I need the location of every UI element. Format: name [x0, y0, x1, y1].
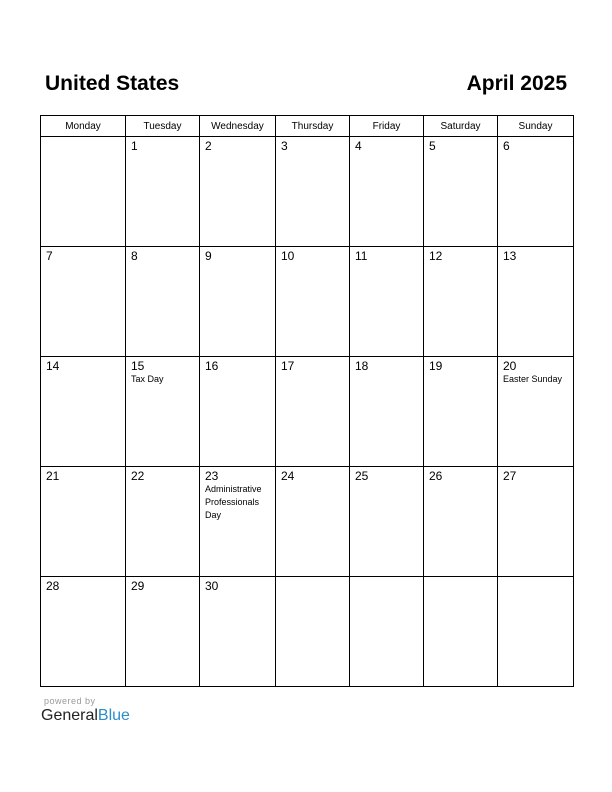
day-cell	[498, 137, 574, 247]
day-number: 10	[281, 249, 295, 263]
day-cell	[350, 137, 424, 247]
day-cell	[350, 577, 424, 687]
day-number: 24	[281, 469, 295, 483]
week-row	[41, 137, 574, 247]
day-cell	[276, 357, 350, 467]
day-number: 19	[429, 359, 443, 373]
day-number: 16	[205, 359, 219, 373]
day-number	[276, 577, 349, 579]
day-cell	[424, 577, 498, 687]
day-cell	[350, 247, 424, 357]
day-cell	[41, 577, 126, 687]
day-number: 12	[429, 249, 443, 263]
generalblue-logo[interactable]	[41, 707, 130, 725]
day-cell	[350, 467, 424, 577]
holiday-label: Tax Day	[131, 374, 164, 384]
day-number: 18	[355, 359, 369, 373]
day-cell	[126, 577, 200, 687]
holiday-label: Administrative Professionals Day	[205, 484, 262, 520]
brand-general: General	[41, 707, 98, 724]
day-cell	[41, 357, 126, 467]
weekday-tuesday: Tuesday	[126, 116, 200, 137]
day-cell	[424, 357, 498, 467]
day-cell	[200, 357, 276, 467]
day-number	[424, 577, 497, 579]
day-cell	[350, 357, 424, 467]
day-number: 27	[503, 469, 517, 483]
weekday-header-row	[41, 116, 574, 137]
holiday-label: Easter Sunday	[503, 374, 563, 384]
day-cell	[126, 247, 200, 357]
day-number: 17	[281, 359, 295, 373]
weekday-sunday: Sunday	[498, 116, 574, 137]
day-cell	[276, 577, 350, 687]
day-cell	[424, 247, 498, 357]
weekday-thursday: Thursday	[276, 116, 350, 137]
day-cell	[498, 577, 574, 687]
month-year-title: April 2025	[466, 72, 567, 95]
country-title: United States	[45, 72, 180, 95]
day-number: 1	[131, 139, 138, 153]
day-cell	[126, 357, 200, 467]
week-row	[41, 357, 574, 467]
day-number: 30	[205, 579, 219, 593]
day-number: 2	[205, 139, 212, 153]
day-cell	[200, 467, 276, 577]
day-number: 11	[355, 249, 368, 263]
day-number: 25	[355, 469, 369, 483]
day-number: 3	[281, 139, 288, 153]
day-number	[498, 577, 573, 579]
weekday-wednesday: Wednesday	[200, 116, 276, 137]
day-number: 22	[131, 469, 145, 483]
day-number: 29	[131, 579, 145, 593]
weekday-saturday: Saturday	[424, 116, 498, 137]
day-number: 13	[503, 249, 517, 263]
calendar-header	[45, 72, 567, 98]
day-cell	[276, 247, 350, 357]
day-cell	[498, 357, 574, 467]
powered-by-text: powered by	[44, 696, 96, 706]
day-number: 6	[503, 139, 510, 153]
day-cell	[126, 137, 200, 247]
day-cell	[498, 247, 574, 357]
day-number: 4	[355, 139, 362, 153]
day-number: 28	[46, 579, 60, 593]
day-cell	[498, 467, 574, 577]
day-cell	[424, 467, 498, 577]
day-number: 23	[205, 469, 219, 483]
brand-blue: Blue	[97, 707, 130, 724]
day-cell	[41, 467, 126, 577]
week-row	[41, 467, 574, 577]
day-cell	[200, 137, 276, 247]
day-cell	[41, 137, 126, 247]
day-cell	[276, 137, 350, 247]
day-number: 14	[46, 359, 60, 373]
footer-branding	[41, 696, 130, 725]
weekday-monday: Monday	[41, 116, 126, 137]
day-cell	[276, 467, 350, 577]
day-number: 7	[46, 249, 53, 263]
weekday-friday: Friday	[350, 116, 424, 137]
calendar-grid	[40, 115, 574, 687]
day-number: 5	[429, 139, 436, 153]
day-cell	[41, 247, 126, 357]
day-cell	[424, 137, 498, 247]
day-number: 8	[131, 249, 138, 263]
week-row	[41, 247, 574, 357]
day-number: 15	[131, 359, 145, 373]
day-cell	[200, 577, 276, 687]
week-row	[41, 577, 574, 687]
day-number: 9	[205, 249, 212, 263]
day-number: 21	[46, 469, 60, 483]
day-cell	[126, 467, 200, 577]
day-cell	[200, 247, 276, 357]
day-number	[41, 137, 125, 139]
day-number: 20	[503, 359, 517, 373]
day-number	[350, 577, 423, 579]
day-number: 26	[429, 469, 443, 483]
